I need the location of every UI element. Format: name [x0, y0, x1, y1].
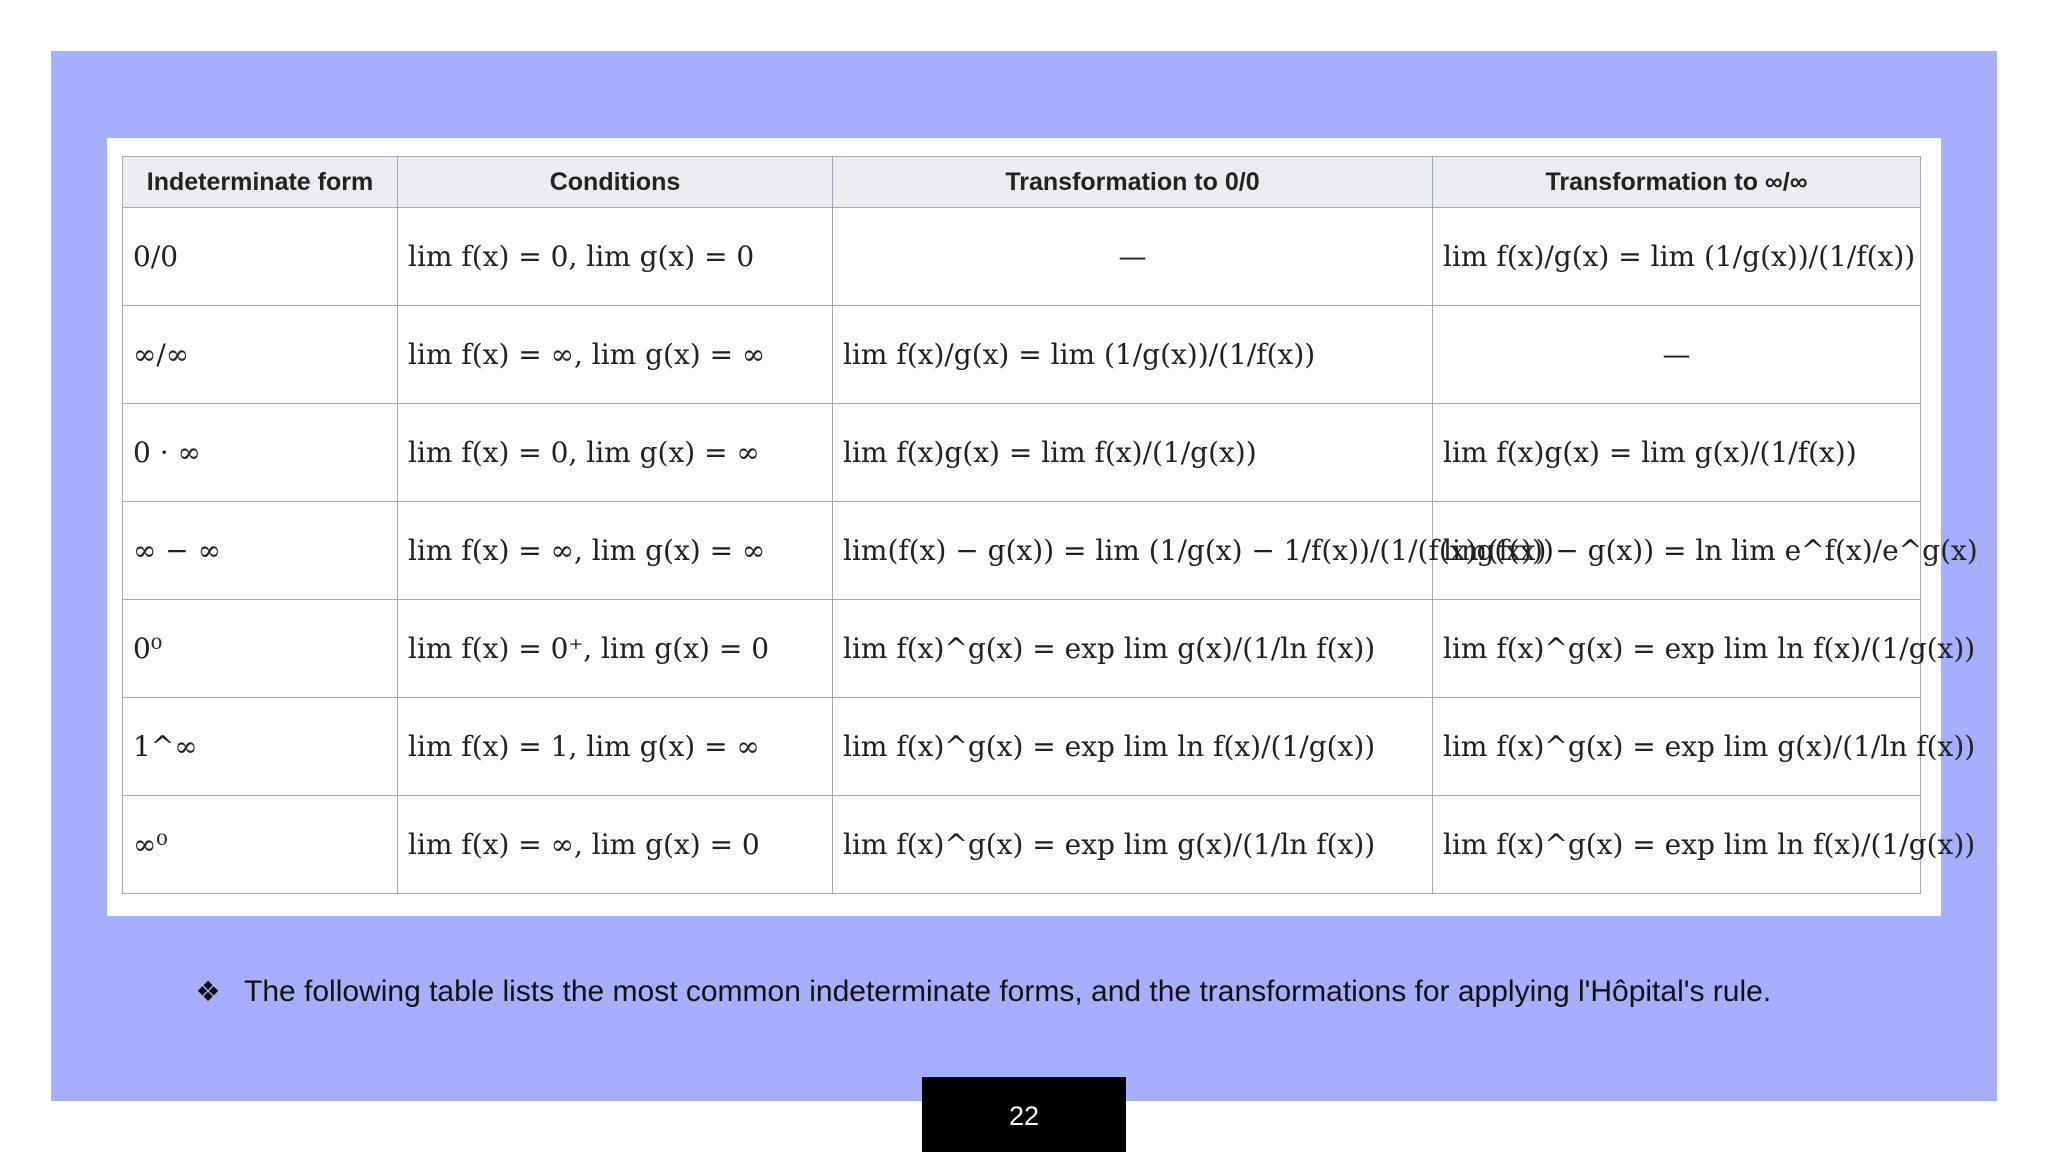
header-conditions: Conditions	[398, 157, 833, 208]
form-cell: 1^∞	[123, 698, 398, 796]
conditions-cell: lim f(x) = ∞, lim g(x) = 0	[398, 796, 833, 894]
conditions-cell: lim f(x) = ∞, lim g(x) = ∞	[398, 502, 833, 600]
header-transformation-zero-zero: Transformation to 0/0	[833, 157, 1433, 208]
transform-zero-cell: lim f(x)^g(x) = exp lim g(x)/(1/ln f(x))	[833, 600, 1433, 698]
header-transformation-inf-inf: Transformation to ∞/∞	[1433, 157, 1921, 208]
transform-inf-cell: lim(f(x) − g(x)) = ln lim e^f(x)/e^g(x)	[1433, 502, 1921, 600]
conditions-cell: lim f(x) = 0, lim g(x) = 0	[398, 208, 833, 306]
header-indeterminate-form: Indeterminate form	[123, 157, 398, 208]
conditions-cell: lim f(x) = 1, lim g(x) = ∞	[398, 698, 833, 796]
form-cell: 0 · ∞	[123, 404, 398, 502]
transform-zero-cell: —	[833, 208, 1433, 306]
table-header-row	[123, 157, 1921, 208]
transform-zero-cell: lim(f(x) − g(x)) = lim (1/g(x) − 1/f(x))/(1/(f(x)g(x)))	[833, 502, 1433, 600]
conditions-cell: lim f(x) = ∞, lim g(x) = ∞	[398, 306, 833, 404]
table-row	[123, 600, 1921, 698]
conditions-cell: lim f(x) = 0⁺, lim g(x) = 0	[398, 600, 833, 698]
transform-inf-cell: lim f(x)/g(x) = lim (1/g(x))/(1/f(x))	[1433, 208, 1921, 306]
form-cell: ∞⁰	[123, 796, 398, 894]
transform-inf-cell: lim f(x)^g(x) = exp lim ln f(x)/(1/g(x))	[1433, 600, 1921, 698]
table-row	[123, 698, 1921, 796]
table-row	[123, 208, 1921, 306]
transform-zero-cell: lim f(x)^g(x) = exp lim ln f(x)/(1/g(x))	[833, 698, 1433, 796]
transform-inf-cell: lim f(x)g(x) = lim g(x)/(1/f(x))	[1433, 404, 1921, 502]
table-row	[123, 306, 1921, 404]
transform-zero-cell: lim f(x)g(x) = lim f(x)/(1/g(x))	[833, 404, 1433, 502]
page-number: 22	[922, 1077, 1126, 1152]
transform-inf-cell: lim f(x)^g(x) = exp lim g(x)/(1/ln f(x))	[1433, 698, 1921, 796]
indeterminate-forms-table	[122, 156, 1978, 894]
table-row	[123, 796, 1921, 894]
form-cell: ∞/∞	[123, 306, 398, 404]
caption-bullet	[188, 975, 1771, 1009]
caption-text: The following table lists the most common indeterminate forms, and the transformations for applying l'Hôpital's rule.	[244, 975, 1772, 1008]
table-row	[123, 404, 1921, 502]
form-cell: ∞ − ∞	[123, 502, 398, 600]
table-panel	[107, 138, 1978, 916]
conditions-cell: lim f(x) = 0, lim g(x) = ∞	[398, 404, 833, 502]
form-cell: 0⁰	[123, 600, 398, 698]
diamond-bullet-icon: ❖	[195, 975, 221, 1008]
transform-zero-cell: lim f(x)^g(x) = exp lim g(x)/(1/ln f(x))	[833, 796, 1433, 894]
form-cell: 0/0	[123, 208, 398, 306]
transform-zero-cell: lim f(x)/g(x) = lim (1/g(x))/(1/f(x))	[833, 306, 1433, 404]
transform-inf-cell: lim f(x)^g(x) = exp lim ln f(x)/(1/g(x))	[1433, 796, 1921, 894]
transform-inf-cell: —	[1433, 306, 1921, 404]
table-row	[123, 502, 1921, 600]
